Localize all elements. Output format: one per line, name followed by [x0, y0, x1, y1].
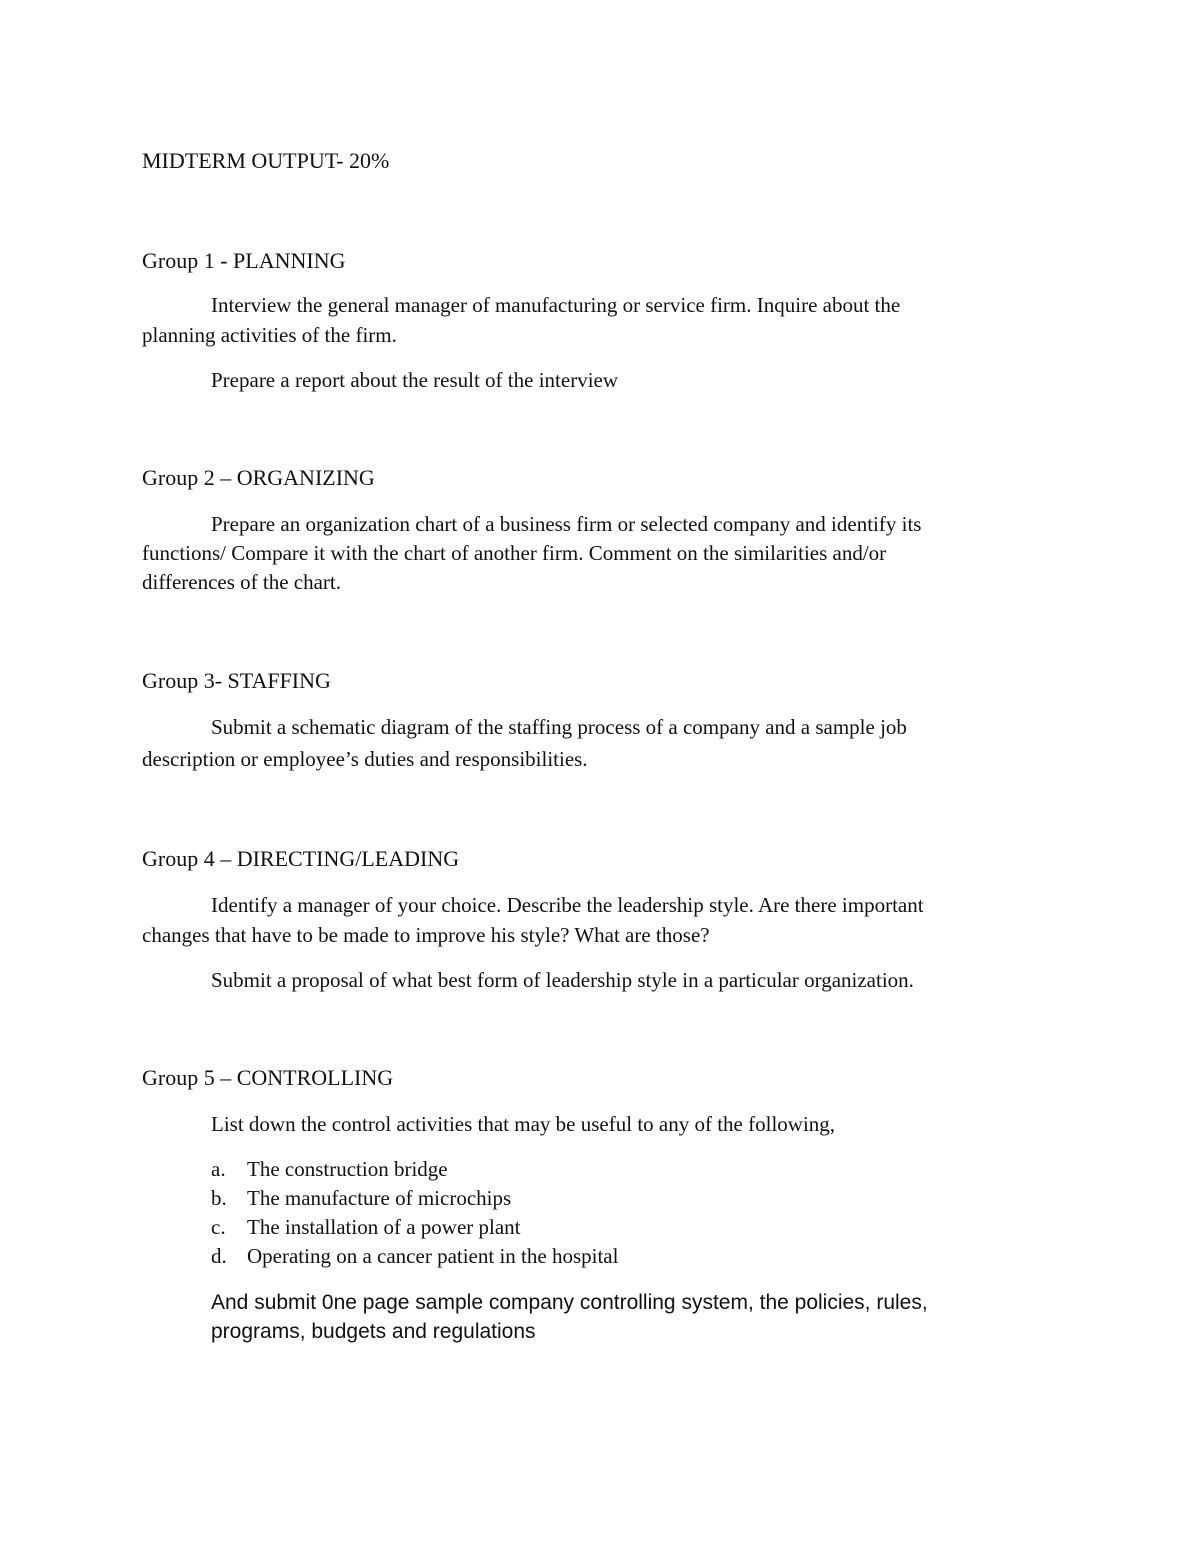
list-item: The manufacture of microchips: [247, 1186, 512, 1210]
group-4-paragraph-line: Submit a proposal of what best form of leadership style in a particular organization.: [211, 968, 914, 992]
group-5-closing-line: And submit 0ne page sample company controlling system, the policies, rules,: [211, 1291, 928, 1314]
group-5-paragraph-line: List down the control activities that may be useful to any of the following,: [211, 1112, 836, 1136]
group-2-heading: Group 2 – ORGANIZING: [142, 465, 375, 490]
group-3-paragraph-line: Submit a schematic diagram of the staffing process of a company and a sample job: [211, 715, 907, 739]
group-3-paragraph-line: description or employee’s duties and responsibilities.: [142, 747, 588, 771]
list-item-marker: d.: [211, 1244, 227, 1268]
group-4-paragraph-line: Identify a manager of your choice. Describe the leadership style. Are there important: [211, 893, 924, 917]
list-item-marker: c.: [211, 1215, 226, 1239]
group-3-heading: Group 3- STAFFING: [142, 668, 331, 693]
group-1-paragraph-line: planning activities of the firm.: [142, 323, 397, 347]
document-title: MIDTERM OUTPUT- 20%: [142, 148, 390, 173]
list-item: The installation of a power plant: [247, 1215, 521, 1239]
group-1-paragraph-line: Prepare a report about the result of the interview: [211, 368, 619, 392]
group-4-heading: Group 4 – DIRECTING/LEADING: [142, 846, 460, 871]
list-item: The construction bridge: [247, 1157, 448, 1181]
group-1-paragraph-line: Interview the general manager of manufacturing or service firm. Inquire about the: [211, 293, 901, 317]
list-item: Operating on a cancer patient in the hospital: [247, 1244, 619, 1268]
list-item-marker: a.: [211, 1157, 226, 1181]
group-2-paragraph-line: functions/ Compare it with the chart of another firm. Comment on the similarities and/or: [142, 541, 887, 565]
group-5-heading: Group 5 – CONTROLLING: [142, 1065, 394, 1090]
group-1-heading: Group 1 - PLANNING: [142, 248, 346, 273]
group-2-paragraph-line: Prepare an organization chart of a business firm or selected company and identify its: [211, 512, 922, 536]
list-item-marker: b.: [211, 1186, 227, 1210]
group-4-paragraph-line: changes that have to be made to improve his style? What are those?: [142, 923, 710, 947]
group-5-closing-line: programs, budgets and regulations: [211, 1320, 536, 1343]
group-2-paragraph-line: differences of the chart.: [142, 570, 342, 594]
